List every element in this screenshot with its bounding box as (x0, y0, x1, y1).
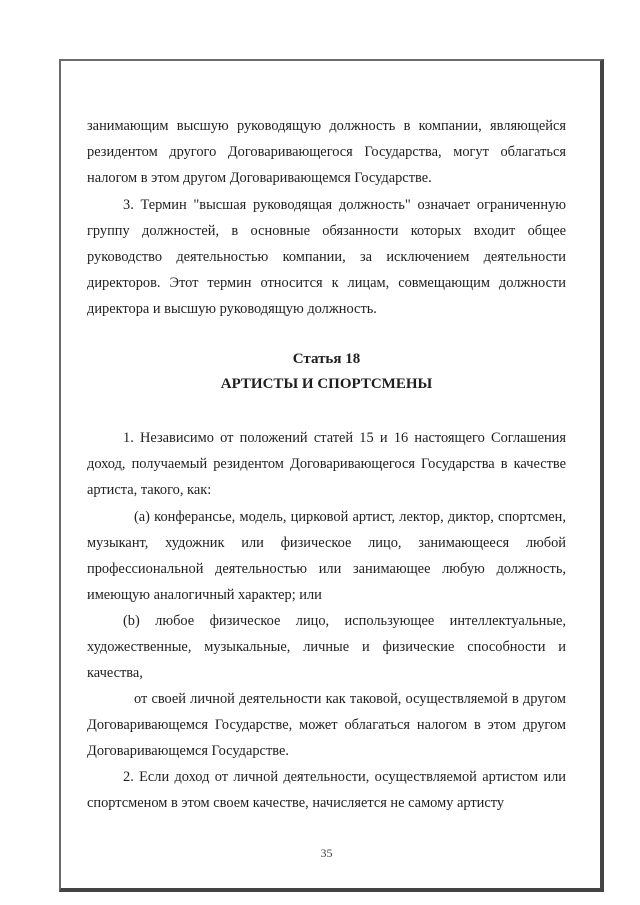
paragraph-3-term-definition: 3. Термин "высшая руководящая должность" означает ограниченную группу должностей, в основные обязанности которых входит общее руководство деятельностью компании, за исключением деятельности директоров. Этот термин относится к лицам, совмещающим должности директора и высшую руководящую должность. (87, 197, 566, 318)
article-paragraph-1-conclusion: от своей личной деятельности как таковой, осуществляемой в другом Договаривающемся Государстве, может облагаться налогом в этом другом Договаривающемся Государстве. (87, 691, 566, 760)
article-subparagraph-b: (b) любое физическое лицо, использующее интеллектуальные, художественные, музыкальные, личные и физические способности и качества, (87, 613, 566, 682)
article-paragraph-2: 2. Если доход от личной деятельности, осуществляемой артистом или спортсменом в этом своем качестве, начисляется не самому артисту (87, 769, 566, 812)
page-number: 35 (320, 846, 333, 860)
article-number: Статья 18 (292, 351, 361, 367)
article-title: АРТИСТЫ И СПОРТСМЕНЫ (220, 376, 433, 392)
paragraph-continuation: занимающим высшую руководящую должность в компании, являющейся резидентом другого Договаривающегося Государства, могут облагаться налогом в этом другом Договаривающемся Государстве. (87, 118, 566, 187)
article-paragraph-1: 1. Независимо от положений статей 15 и 16 настоящего Соглашения доход, получаемый резидентом Договаривающегося Государства в качестве артиста, такого, как: (87, 430, 566, 499)
article-subparagraph-a: (a) конферансье, модель, цирковой артист, лектор, диктор, спортсмен, музыкант, художник или физическое лицо, занимающееся любой профессиональной деятельностью или занимающее любую должность, имеющую аналогичный характер; или (87, 509, 566, 604)
